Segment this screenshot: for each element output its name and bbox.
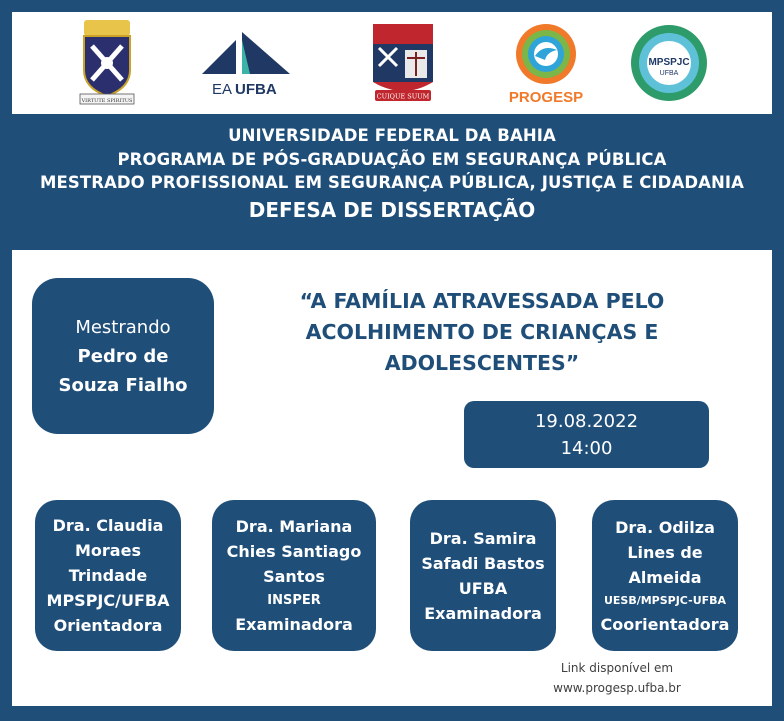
university-name: UNIVERSIDADE FEDERAL DA BAHIA: [228, 126, 556, 145]
member-name-line: Lines de: [627, 542, 703, 562]
dissertation-title: [252, 286, 712, 379]
mpspjc-logo: [624, 12, 714, 114]
member-name-line: Dra. Samira: [429, 528, 537, 548]
committee-member-2: [212, 500, 376, 651]
svg-text:UFBA: UFBA: [659, 70, 679, 77]
law-school-crest-logo: [366, 12, 440, 114]
committee-member-1: [35, 500, 181, 651]
member-name-line: Santos: [263, 567, 325, 586]
eaufba-logo: [198, 12, 294, 114]
link-info: [532, 658, 702, 698]
member-name-line: Dra. Claudia: [52, 516, 164, 535]
logo-bar: [12, 12, 772, 114]
member-institution: MPSPJC/UFBA: [46, 591, 170, 610]
defense-date: 19.08.2022: [534, 410, 639, 432]
member-name-line: Almeida: [628, 567, 702, 587]
student-name-line1: Pedro de: [77, 345, 169, 367]
schedule-box: [464, 401, 709, 468]
member-institution: UFBA: [458, 578, 508, 598]
defense-time: 14:00: [560, 437, 613, 459]
member-name-line: Trindade: [68, 566, 148, 585]
member-role: Coorientadora: [600, 614, 730, 634]
svg-text:EA: EA: [212, 81, 233, 98]
event-title: DEFESA DE DISSERTAÇÃO: [248, 197, 536, 222]
link-label: Link disponível em: [560, 661, 674, 675]
svg-text:UFBA: UFBA: [235, 81, 277, 98]
progesp-logo: [496, 12, 596, 114]
committee-member-4: [592, 500, 738, 651]
masters-name: MESTRADO PROFISSIONAL EM SEGURANÇA PÚBLICA, JUSTIÇA E CIDADANIA: [39, 173, 745, 192]
header: [0, 124, 784, 242]
member-name-line: Dra. Mariana: [235, 517, 353, 536]
content-panel: [12, 250, 772, 706]
member-institution: INSPER: [267, 593, 321, 608]
member-name-line: Chies Santiago: [226, 542, 362, 561]
student-box: [32, 278, 214, 434]
member-name-line: Safadi Bastos: [421, 553, 545, 573]
svg-text:CUIQUE SUUM: CUIQUE SUUM: [376, 92, 430, 101]
member-institution: UESB/MPSPJC-UFBA: [603, 593, 727, 607]
student-role: Mestrando: [75, 316, 171, 338]
committee-member-3: [410, 500, 556, 651]
title-line2: ACOLHIMENTO DE CRIANÇAS E: [305, 320, 659, 344]
member-name-line: Moraes: [75, 541, 141, 560]
program-name: PROGRAMA DE PÓS-GRADUAÇÃO EM SEGURANÇA PÚBLICA: [117, 149, 667, 169]
svg-text:PROGESP: PROGESP: [508, 89, 584, 106]
link-url[interactable]: www.progesp.ufba.br: [553, 681, 681, 695]
svg-text:VIRTUTE SPIRITUS: VIRTUTE SPIRITUS: [81, 98, 133, 104]
svg-text:MPSPJC: MPSPJC: [648, 57, 690, 68]
ufba-crest-logo: [74, 12, 140, 114]
title-line3: ADOLESCENTES”: [384, 351, 580, 375]
member-role: Orientadora: [53, 616, 163, 635]
student-name-line2: Souza Fialho: [58, 374, 188, 396]
member-role: Examinadora: [424, 603, 542, 623]
member-name-line: Dra. Odilza: [615, 517, 715, 537]
title-line1: “A FAMÍLIA ATRAVESSADA PELO: [299, 289, 665, 313]
member-role: Examinadora: [235, 615, 353, 634]
